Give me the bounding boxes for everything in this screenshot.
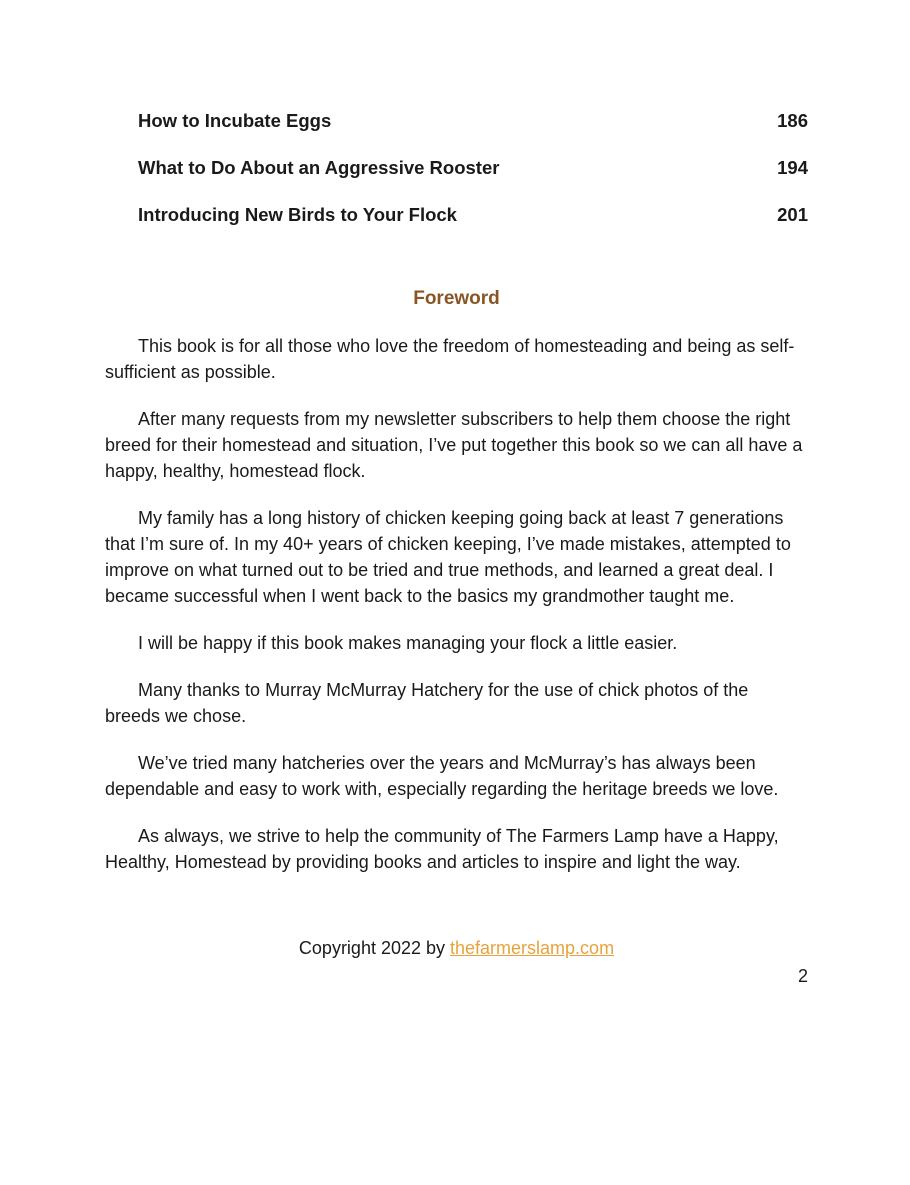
copyright-text: Copyright 2022 by [298, 938, 451, 958]
toc-entry-page-number: 194 [777, 157, 808, 178]
foreword-paragraph: We’ve tried many hatcheries over the years and McMurray’s has always been dependable and easy to work with, especially regarding the heritage breeds we love. [105, 753, 779, 799]
page-content [105, 108, 808, 989]
toc-entry-page-number: 186 [777, 110, 808, 131]
toc-entry [105, 108, 808, 134]
toc-entry-page-number: 201 [777, 204, 808, 225]
toc-entry [105, 202, 808, 228]
page-number: 2 [797, 966, 808, 986]
foreword-paragraph: This book is for all those who love the freedom of homesteading and being as self-sufficient as possible. [105, 336, 795, 382]
foreword-paragraph: Many thanks to Murray McMurray Hatchery for the use of chick photos of the breeds we chose. [105, 680, 749, 726]
foreword-paragraph: After many requests from my newsletter subscribers to help them choose the right breed for their homestead and situation, I’ve put together this book so we can all have a happy, healthy, homestead flock. [105, 409, 803, 481]
copyright-line [105, 935, 808, 961]
toc-entry-title: How to Incubate Eggs [138, 110, 332, 131]
foreword-paragraph: As always, we strive to help the community of The Farmers Lamp have a Happy, Healthy, Homestead by providing books and articles to inspire and light the way. [105, 826, 779, 872]
foreword-heading: Foreword [413, 288, 500, 309]
foreword-paragraph: I will be happy if this book makes managing your flock a little easier. [138, 633, 678, 653]
website-link[interactable]: thefarmerslamp.com [450, 938, 615, 958]
toc-entry-title: Introducing New Birds to Your Flock [138, 204, 457, 225]
table-of-contents [105, 108, 808, 228]
toc-entry-title: What to Do About an Aggressive Rooster [138, 157, 500, 178]
toc-entry [105, 155, 808, 181]
foreword-paragraph: My family has a long history of chicken keeping going back at least 7 generations that I’m sure of. In my 40+ years of chicken keeping, I’ve made mistakes, attempted to improve on what turned out to be tried and true methods, and learned a great deal. I became successful when I went back to the basics my grandmother taught me. [105, 508, 791, 606]
